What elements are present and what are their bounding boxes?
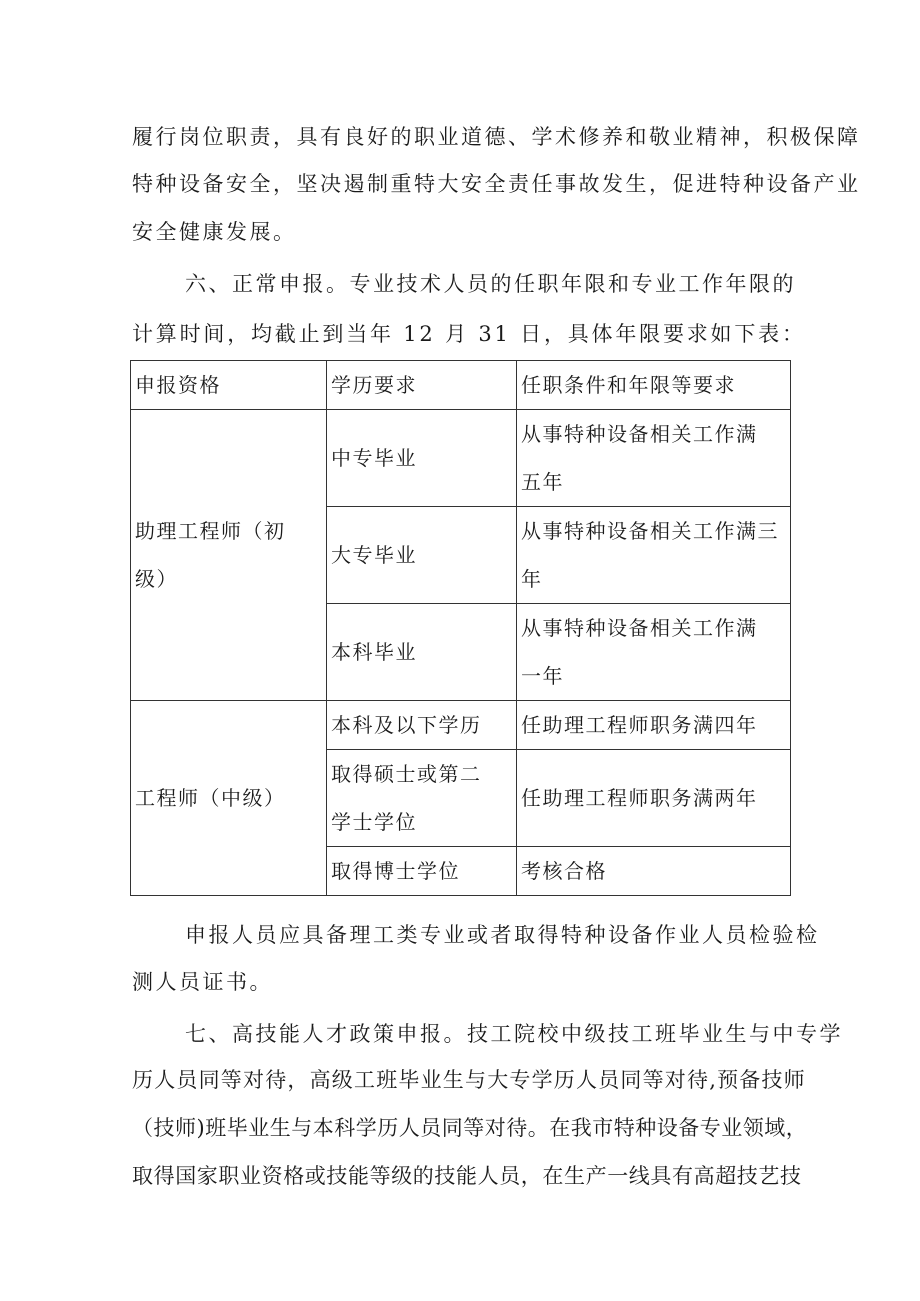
requirement-cell <box>517 604 791 701</box>
requirement-line: 五年 <box>521 470 564 494</box>
education-cell: 大专毕业 <box>327 507 517 604</box>
education-cell: 中专毕业 <box>327 410 517 507</box>
header-qualification: 申报资格 <box>131 361 327 410</box>
header-education: 学历要求 <box>327 361 517 410</box>
requirement-line: 一年 <box>521 664 564 688</box>
requirement-cell: 考核合格 <box>517 847 791 896</box>
paragraph-line: 特种设备安全，坚决遏制重特大安全责任事故发生，促进特种设备产业 <box>132 172 861 196</box>
qualification-cell <box>131 410 327 701</box>
education-cell: 取得博士学位 <box>327 847 517 896</box>
requirement-line: 从事特种设备相关工作满 <box>521 616 758 640</box>
table-row <box>131 410 791 507</box>
paragraph-line: 履行岗位职责，具有良好的职业道德、学术修养和敬业精神，积极保障 <box>132 125 861 149</box>
paragraph-line: 取得国家职业资格或技能等级的技能人员，在生产一线具有高超技艺技 <box>132 1164 802 1188</box>
requirements-table <box>130 360 791 896</box>
paragraph-line: 测人员证书。 <box>132 970 273 994</box>
education-cell <box>327 750 517 847</box>
education-cell: 本科及以下学历 <box>327 701 517 750</box>
table-row <box>131 701 791 750</box>
requirement-cell: 任助理工程师职务满两年 <box>517 750 791 847</box>
qualification-line: 级） <box>135 567 178 591</box>
table-header-row <box>131 361 791 410</box>
requirement-cell <box>517 410 791 507</box>
qualification-line: 助理工程师（初 <box>135 519 286 543</box>
requirement-cell <box>517 507 791 604</box>
requirement-line: 从事特种设备相关工作满 <box>521 422 758 446</box>
paragraph-line: 计算时间，均截止到当年 12 月 31 日，具体年限要求如下表： <box>132 322 806 346</box>
header-requirement: 任职条件和年限等要求 <box>517 361 791 410</box>
requirement-line: 年 <box>521 567 543 591</box>
paragraph-line: 七、高技能人才政策申报。技工院校中级技工班毕业生与中专学 <box>185 1022 843 1046</box>
paragraph-line: 历人员同等对待，高级工班毕业生与大专学历人员同等对待,预备技师 <box>132 1068 806 1092</box>
qualification-cell: 工程师（中级） <box>131 701 327 896</box>
paragraph-line: 六、正常申报。专业技术人员的任职年限和专业工作年限的 <box>185 272 796 296</box>
education-cell: 本科毕业 <box>327 604 517 701</box>
requirement-cell: 任助理工程师职务满四年 <box>517 701 791 750</box>
education-line: 学士学位 <box>331 810 417 834</box>
paragraph-line: 申报人员应具备理工类专业或者取得特种设备作业人员检验检 <box>185 923 820 947</box>
requirement-line: 从事特种设备相关工作满三 <box>521 519 779 543</box>
paragraph-line: （技师)班毕业生与本科学历人员同等对待。在我市特种设备专业领域， <box>132 1116 808 1140</box>
education-line: 取得硕士或第二 <box>331 762 482 786</box>
paragraph-line: 安全健康发展。 <box>132 220 297 244</box>
